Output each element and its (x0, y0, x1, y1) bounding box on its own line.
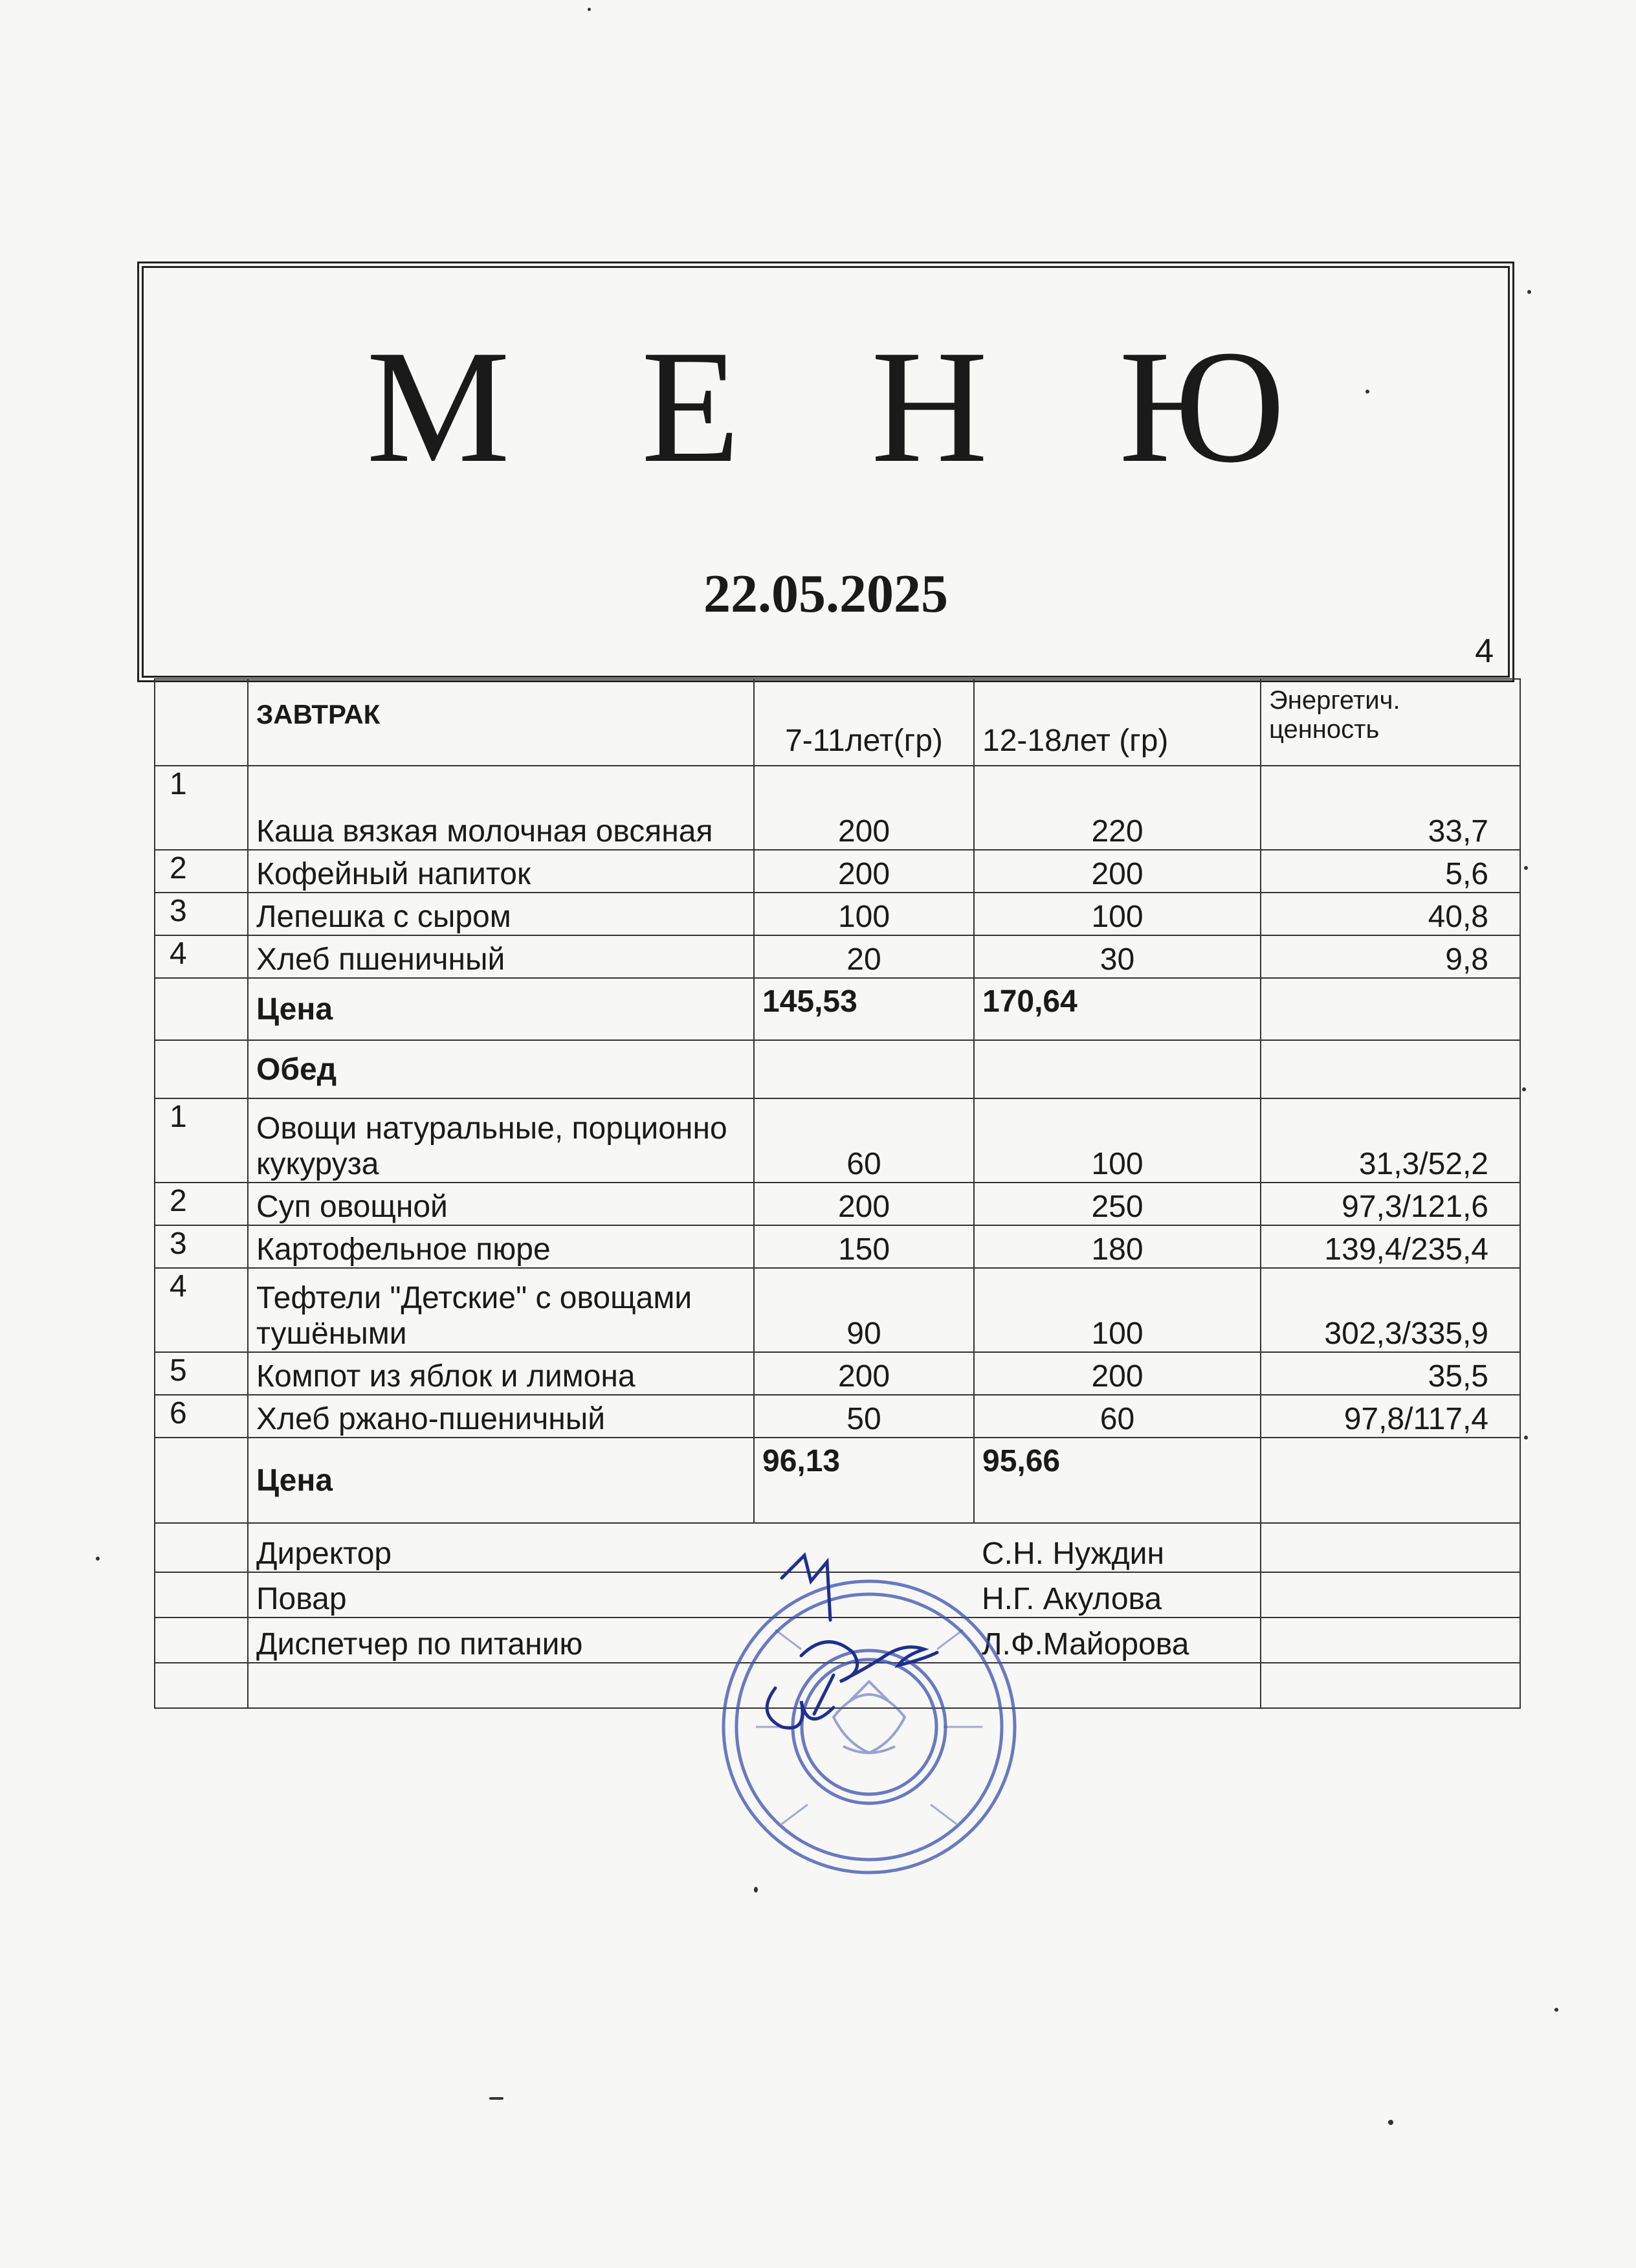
scan-speck (1527, 290, 1531, 294)
signature-num-cell (155, 1523, 248, 1572)
table-row (155, 1225, 1520, 1268)
portion-12-18: 60 (974, 1395, 1261, 1438)
scan-speck (1554, 2008, 1558, 2012)
portion-12-18: 220 (974, 766, 1261, 850)
item-name: Хлеб пшеничный (248, 935, 754, 978)
section-empty-cell (754, 1040, 974, 1098)
energy-value: 97,8/117,4 (1261, 1395, 1520, 1438)
price-empty-cell (1261, 1438, 1520, 1523)
portion-12-18: 180 (974, 1225, 1261, 1268)
signature-name: С.Н. Нуждин (974, 1523, 1261, 1572)
portion-7-11: 200 (754, 1183, 974, 1225)
signature-role: Директор (248, 1523, 974, 1572)
price-7-11: 96,13 (754, 1438, 974, 1523)
scan-speck (1524, 866, 1528, 870)
energy-value: 35,5 (1261, 1352, 1520, 1395)
energy-value: 9,8 (1261, 935, 1520, 978)
energy-value: 5,6 (1261, 850, 1520, 893)
breakfast-header: ЗАВТРАК (248, 679, 754, 766)
header-row (155, 679, 1520, 766)
price-7-11: 145,53 (754, 978, 974, 1040)
portion-7-11: 200 (754, 1352, 974, 1395)
item-name: Кофейный напиток (248, 850, 754, 893)
signature-num-cell (155, 1572, 248, 1618)
header-num-cell (155, 679, 248, 766)
title-box (137, 261, 1514, 682)
signature-empty-cell (1261, 1572, 1520, 1618)
energy-value: 33,7 (1261, 766, 1520, 850)
section-num-cell (155, 1040, 248, 1098)
item-name: Суп овощной (248, 1183, 754, 1225)
signature-role: Диспетчер по питанию (248, 1618, 974, 1663)
signature-empty-cell (1261, 1523, 1520, 1572)
portion-12-18: 100 (974, 1098, 1261, 1183)
lunch-title: Обед (248, 1040, 754, 1098)
signature-name: Н.Г. Акулова (974, 1572, 1261, 1618)
column-7-11: 7-11лет(гр) (754, 679, 974, 766)
item-number: 2 (155, 1183, 248, 1225)
price-empty-cell (1261, 978, 1520, 1040)
portion-7-11: 60 (754, 1098, 974, 1183)
table-row (155, 1268, 1520, 1352)
table-row (155, 850, 1520, 893)
empty-cell (1261, 1663, 1520, 1708)
section-empty-cell (974, 1040, 1261, 1098)
energy-value: 302,3/335,9 (1261, 1268, 1520, 1352)
portion-12-18: 100 (974, 893, 1261, 935)
price-12-18: 170,64 (974, 978, 1261, 1040)
portion-7-11: 200 (754, 766, 974, 850)
page-number: 4 (1475, 632, 1494, 670)
table-row (155, 1352, 1520, 1395)
table-row (155, 1098, 1520, 1183)
price-num-cell (155, 978, 248, 1040)
lunch-price-row (155, 1438, 1520, 1523)
portion-7-11: 150 (754, 1225, 974, 1268)
lunch-section-row (155, 1040, 1520, 1098)
column-energy: Энергетич. ценность (1261, 679, 1520, 766)
official-stamp (704, 1552, 1034, 1882)
price-label: Цена (248, 978, 754, 1040)
scan-speck (588, 8, 591, 11)
column-12-18: 12-18лет (гр) (974, 679, 1261, 766)
item-number: 2 (155, 850, 248, 893)
item-name: Хлеб ржано-пшеничный (248, 1395, 754, 1438)
portion-12-18: 250 (974, 1183, 1261, 1225)
portion-12-18: 200 (974, 850, 1261, 893)
scan-speck (754, 1887, 758, 1893)
signature-name: Л.Ф.Майорова (974, 1618, 1261, 1663)
table-row (155, 1183, 1520, 1225)
signature-empty-cell (1261, 1618, 1520, 1663)
price-num-cell (155, 1438, 248, 1523)
price-12-18: 95,66 (974, 1438, 1261, 1523)
energy-value: 31,3/52,2 (1261, 1098, 1520, 1183)
scan-speck (96, 1557, 100, 1561)
portion-7-11: 20 (754, 935, 974, 978)
table-row (155, 766, 1520, 850)
energy-value: 97,3/121,6 (1261, 1183, 1520, 1225)
item-name: Лепешка с сыром (248, 893, 754, 935)
item-number: 4 (155, 1268, 248, 1352)
item-number: 1 (155, 1098, 248, 1183)
signature-role: Повар (248, 1572, 974, 1618)
portion-7-11: 90 (754, 1268, 974, 1352)
portion-12-18: 200 (974, 1352, 1261, 1395)
breakfast-price-row (155, 978, 1520, 1040)
portion-7-11: 50 (754, 1395, 974, 1438)
energy-value: 40,8 (1261, 893, 1520, 935)
scan-speck (1524, 1436, 1528, 1440)
item-name: Овощи натуральные, порционно кукуруза (248, 1098, 754, 1183)
table-row (155, 1395, 1520, 1438)
scan-speck (1388, 2120, 1393, 2125)
scan-speck (489, 2097, 503, 2100)
table-row (155, 893, 1520, 935)
portion-12-18: 100 (974, 1268, 1261, 1352)
portion-7-11: 200 (754, 850, 974, 893)
item-number: 6 (155, 1395, 248, 1438)
price-label: Цена (248, 1438, 754, 1523)
item-number: 5 (155, 1352, 248, 1395)
item-name: Картофельное пюре (248, 1225, 754, 1268)
empty-cell (155, 1663, 248, 1708)
portion-7-11: 100 (754, 893, 974, 935)
item-name: Каша вязкая молочная овсяная (248, 766, 754, 850)
item-number: 3 (155, 1225, 248, 1268)
signature-num-cell (155, 1618, 248, 1663)
menu-title: М Е Н Ю (366, 317, 1331, 496)
item-name: Компот из яблок и лимона (248, 1352, 754, 1395)
item-number: 4 (155, 935, 248, 978)
scan-speck (1522, 1087, 1526, 1091)
energy-value: 139,4/235,4 (1261, 1225, 1520, 1268)
item-name: Тефтели "Детские" с овощами тушёными (248, 1268, 754, 1352)
item-number: 1 (155, 766, 248, 850)
table-row (155, 935, 1520, 978)
menu-date: 22.05.2025 (703, 564, 948, 624)
section-empty-cell (1261, 1040, 1520, 1098)
portion-12-18: 30 (974, 935, 1261, 978)
item-number: 3 (155, 893, 248, 935)
